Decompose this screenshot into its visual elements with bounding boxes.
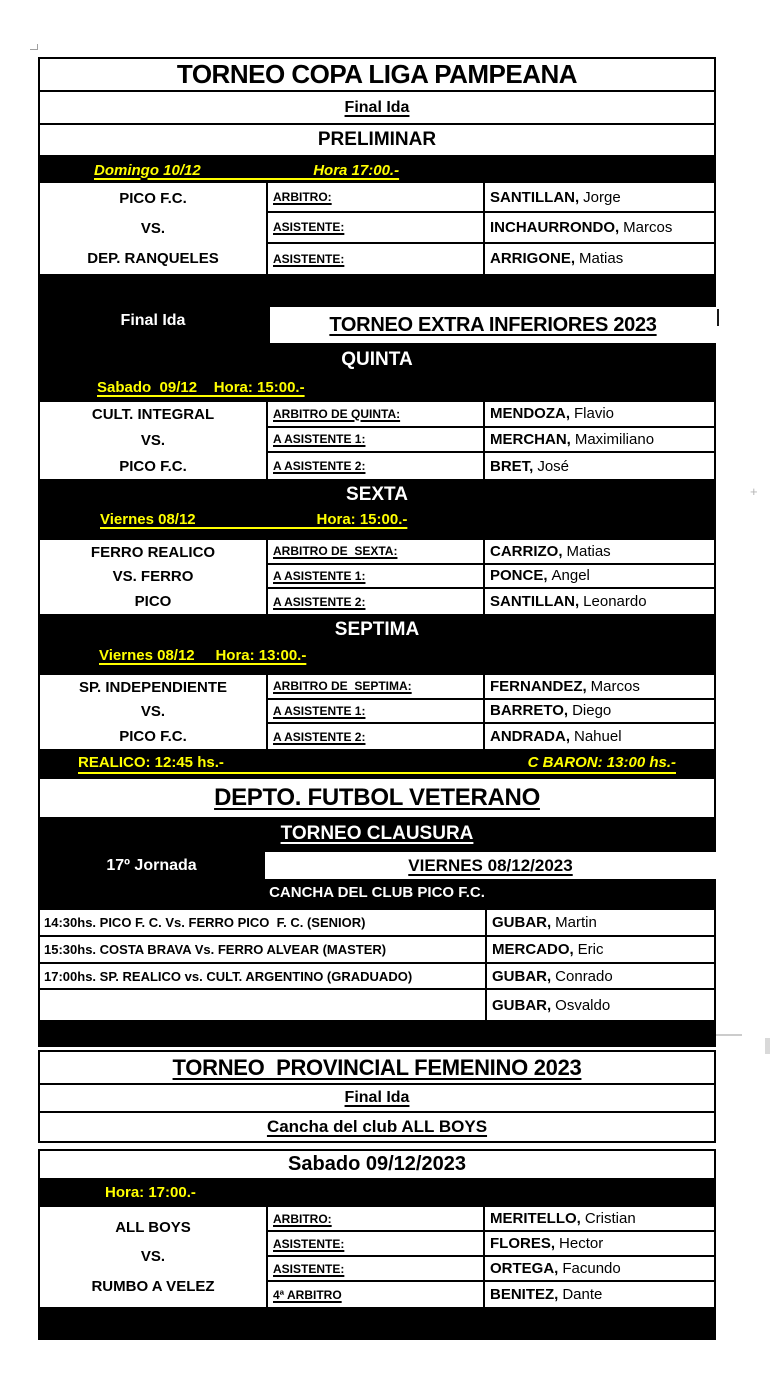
copa-name-cell <box>485 213 714 243</box>
copa-role-cell <box>268 183 483 213</box>
copa-role-arbitro: ARBITRO: <box>273 190 332 205</box>
official-firstname: Jorge <box>583 188 621 206</box>
femenino-roles-column <box>266 1207 483 1307</box>
sexta-role-arbitro: ARBITRO DE SEXTA: <box>273 544 398 559</box>
femenino-name-cell <box>485 1207 714 1232</box>
official-firstname: Nahuel <box>574 728 622 746</box>
copa-schedule: Domingo 10/12 Hora 17:00.- <box>94 161 400 179</box>
septima-schedule: Viernes 08/12 Hora: 13:00.- <box>99 647 307 664</box>
official-firstname: Conrado <box>555 967 613 985</box>
quinta-role-asistente-2: A ASISTENTE 2: <box>273 459 366 474</box>
copa-name-cell <box>485 183 714 213</box>
septima-teams-cell <box>40 675 266 749</box>
quinta-vs-label: VS. <box>140 431 166 449</box>
scrollbar-fragment <box>765 1038 770 1054</box>
inferiores-title-box <box>270 307 716 343</box>
veterano-match-row <box>40 910 714 937</box>
femenino-role-cuarto-arbitro: 4ª ARBITRO <box>273 1287 342 1302</box>
femenino-venue-row <box>40 1113 714 1141</box>
veterano-header <box>38 819 716 908</box>
quinta-role-cell <box>268 402 483 428</box>
official-surname: BARRETO, <box>490 702 569 720</box>
official-firstname: Eric <box>577 940 604 958</box>
match-referee <box>485 964 714 989</box>
septima-header <box>38 616 716 673</box>
femenino-role-cell <box>268 1207 483 1232</box>
kickoff-times-bar <box>38 751 716 777</box>
septima-table <box>38 673 716 751</box>
quinta-stage: QUINTA <box>341 349 413 370</box>
sexta-role-cell <box>268 540 483 565</box>
official-firstname: Hector <box>559 1235 604 1252</box>
copa-officials-grid <box>40 183 714 274</box>
septima-names-column <box>483 675 714 749</box>
femenino-team-home: ALL BOYS <box>115 1219 191 1237</box>
sexta-team-away: PICO <box>134 593 172 611</box>
match-description: 14:30hs. PICO F. C. Vs. FERRO PICO F. C. (SENIOR) <box>44 914 366 930</box>
veterano-date-box <box>265 852 716 879</box>
septima-role-asistente-1: A ASISTENTE 1: <box>273 703 366 718</box>
femenino-time: Hora: 17:00.- <box>105 1184 196 1201</box>
bottom-bar <box>38 1309 716 1340</box>
femenino-table <box>38 1205 716 1309</box>
quinta-table <box>38 400 716 481</box>
copa-role-cell <box>268 213 483 243</box>
septima-team-home: SP. INDEPENDIENTE <box>78 678 228 696</box>
copa-teams-cell <box>40 183 266 274</box>
copa-names-column <box>483 183 714 274</box>
official-surname: GUBAR, <box>492 913 552 931</box>
official-surname: CARRIZO, <box>490 542 563 560</box>
table-handle-icon <box>30 44 38 50</box>
official-surname: MENDOZA, <box>490 405 570 423</box>
official-surname: GUBAR, <box>492 996 552 1014</box>
official-firstname: Diego <box>572 702 612 720</box>
copa-schedule-bar <box>40 157 714 183</box>
femenino-role-asistente-2: ASISTENTE: <box>273 1261 345 1276</box>
official-surname: FLORES, <box>490 1235 556 1252</box>
copa-stage: PRELIMINAR <box>317 129 437 150</box>
sexta-name-cell <box>485 565 714 590</box>
official-firstname: Marcos <box>623 218 673 236</box>
official-firstname: Leonardo <box>583 593 647 611</box>
veterano-date: VIERNES 08/12/2023 <box>408 855 573 875</box>
quinta-role-asistente-1: A ASISTENTE 1: <box>273 432 366 447</box>
septima-name-cell <box>485 700 714 725</box>
septima-role-cell <box>268 724 483 749</box>
sexta-team-home: FERRO REALICO <box>90 543 216 561</box>
septima-vs-label: VS. <box>140 703 166 721</box>
copa-stage-row <box>40 125 714 157</box>
official-surname: MERITELLO, <box>490 1210 581 1227</box>
veterano-tournament: TORNEO CLAUSURA <box>280 823 474 844</box>
official-firstname: Osvaldo <box>555 996 611 1014</box>
femenino-role-cell <box>268 1232 483 1257</box>
official-firstname: Maximiliano <box>574 430 655 448</box>
veterano-title: DEPTO. FUTBOL VETERANO <box>214 784 540 811</box>
quinta-team-home: CULT. INTEGRAL <box>91 406 215 424</box>
copa-team-away: DEP. RANQUELES <box>87 250 219 268</box>
quinta-team-away: PICO F.C. <box>119 457 187 475</box>
copa-roles-column <box>266 183 483 274</box>
femenino-teams-cell <box>40 1207 266 1307</box>
quinta-name-cell <box>485 428 714 454</box>
quinta-names-column <box>483 402 714 479</box>
quinta-role-cell <box>268 453 483 479</box>
official-firstname: Flavio <box>574 405 615 423</box>
official-surname: BENITEZ, <box>490 1286 559 1303</box>
copa-role-cell <box>268 244 483 274</box>
sexta-vs-label: VS. FERRO <box>112 568 194 586</box>
official-surname: ANDRADA, <box>490 728 570 746</box>
copa-final-ida: Final Ida <box>344 98 410 116</box>
sexta-header <box>38 481 716 538</box>
official-surname: ARRIGONE, <box>490 250 576 268</box>
femenino-role-asistente-1: ASISTENTE: <box>273 1236 345 1251</box>
official-firstname: Martin <box>555 913 597 931</box>
separator-bar <box>38 1022 716 1047</box>
septima-role-cell <box>268 700 483 725</box>
quinta-teams-cell <box>40 402 266 479</box>
septima-name-cell <box>485 675 714 700</box>
femenino-role-cell <box>268 1257 483 1282</box>
match-description: 15:30hs. COSTA BRAVA Vs. FERRO ALVEAR (MASTER) <box>44 941 387 957</box>
veterano-match-row <box>40 990 714 1020</box>
femenino-date: Sabado 09/12/2023 <box>288 1153 466 1175</box>
femenino-header-table <box>38 1050 716 1143</box>
official-firstname: Facundo <box>562 1260 621 1277</box>
official-firstname: Matias <box>579 250 624 268</box>
copa-final-ida-row <box>40 92 714 125</box>
veterano-title-row <box>38 777 716 819</box>
plus-handle-icon: + <box>750 484 758 499</box>
femenino-date-row <box>38 1149 716 1180</box>
copa-vs-label: VS. <box>140 219 166 237</box>
official-firstname: Dante <box>562 1286 603 1303</box>
match-description: 17:00hs. SP. REALICO vs. CULT. ARGENTINO (GRADUADO) <box>44 968 413 984</box>
femenino-name-cell <box>485 1232 714 1257</box>
official-surname: MERCHAN, <box>490 430 571 448</box>
sexta-roles-column <box>266 540 483 614</box>
veterano-matches-table <box>38 908 716 1022</box>
official-surname: ORTEGA, <box>490 1260 559 1277</box>
official-firstname: Cristian <box>584 1210 636 1227</box>
veterano-match-row <box>40 964 714 991</box>
veterano-jornada: 17º Jornada <box>106 857 197 874</box>
sexta-table <box>38 538 716 616</box>
kickoff-times-line <box>78 754 676 774</box>
copa-title: TORNEO COPA LIGA PAMPEANA <box>176 59 578 89</box>
sexta-role-asistente-1: A ASISTENTE 1: <box>273 568 366 583</box>
septima-role-asistente-2: A ASISTENTE 2: <box>273 729 366 744</box>
copa-name-cell <box>485 244 714 274</box>
match-referee <box>485 910 714 935</box>
sexta-name-cell <box>485 589 714 614</box>
femenino-names-column <box>483 1207 714 1307</box>
sexta-stage: SEXTA <box>346 484 408 505</box>
femenino-team-away: RUMBO A VELEZ <box>91 1277 215 1295</box>
official-surname: SANTILLAN, <box>490 593 580 611</box>
sexta-schedule: Viernes 08/12 Hora: 15:00.- <box>100 511 408 528</box>
femenino-role-cell <box>268 1282 483 1307</box>
septima-name-cell <box>485 724 714 749</box>
copa-role-asistente-1: ASISTENTE: <box>273 220 345 235</box>
official-firstname: Matias <box>566 542 611 560</box>
copa-table <box>38 57 716 276</box>
kickoff-realico: REALICO: 12:45 hs.- <box>78 754 224 771</box>
official-surname: BRET, <box>490 457 534 475</box>
femenino-name-cell <box>485 1257 714 1282</box>
official-firstname: José <box>537 457 570 475</box>
femenino-title: TORNEO PROVINCIAL FEMENINO 2023 <box>172 1054 582 1080</box>
official-surname: PONCE, <box>490 567 548 585</box>
official-surname: GUBAR, <box>492 967 552 985</box>
femenino-title-row <box>40 1052 714 1085</box>
inferiores-title: TORNEO EXTRA INFERIORES 2023 <box>329 313 657 336</box>
match-referee <box>485 990 714 1020</box>
femenino-name-cell <box>485 1282 714 1307</box>
sexta-names-column <box>483 540 714 614</box>
sexta-role-cell <box>268 589 483 614</box>
femenino-vs-label: VS. <box>140 1248 166 1266</box>
official-surname: SANTILLAN, <box>490 188 580 206</box>
sexta-role-asistente-2: A ASISTENTE 2: <box>273 594 366 609</box>
official-surname: FERNANDEZ, <box>490 677 587 695</box>
septima-role-arbitro: ARBITRO DE SEPTIMA: <box>273 679 412 694</box>
septima-role-cell <box>268 675 483 700</box>
quinta-roles-column <box>266 402 483 479</box>
sexta-name-cell <box>485 540 714 565</box>
kickoff-cbaron: C BARON: 13:00 hs.- <box>527 754 676 771</box>
official-surname: MERCADO, <box>492 940 574 958</box>
border-artifact <box>717 309 719 326</box>
copa-team-home: PICO F.C. <box>119 189 187 207</box>
official-firstname: Marcos <box>590 677 640 695</box>
copa-role-asistente-2: ASISTENTE: <box>273 251 345 266</box>
quinta-name-cell <box>485 402 714 428</box>
femenino-role-arbitro: ARBITRO: <box>273 1211 332 1226</box>
femenino-final-ida: Final Ida <box>344 1089 410 1106</box>
inferiores-final-ida: Final Ida <box>120 312 186 329</box>
femenino-venue: Cancha del club ALL BOYS <box>266 1117 488 1136</box>
inferiores-header <box>38 276 716 400</box>
veterano-venue: CANCHA DEL CLUB PICO F.C. <box>269 884 485 901</box>
sexta-teams-cell <box>40 540 266 614</box>
official-surname: INCHAURRONDO, <box>490 218 620 236</box>
quinta-role-arbitro: ARBITRO DE QUINTA: <box>273 406 401 421</box>
copa-title-row <box>40 59 714 92</box>
match-referee <box>485 937 714 962</box>
septima-stage: SEPTIMA <box>334 619 420 640</box>
septima-team-away: PICO F.C. <box>119 728 187 746</box>
official-firstname: Angel <box>551 567 590 585</box>
quinta-role-cell <box>268 428 483 454</box>
sexta-role-cell <box>268 565 483 590</box>
quinta-schedule: Sabado 09/12 Hora: 15:00.- <box>97 379 305 396</box>
quinta-name-cell <box>485 453 714 479</box>
gridline-artifact <box>716 1034 742 1036</box>
femenino-final-ida-row <box>40 1085 714 1113</box>
septima-roles-column <box>266 675 483 749</box>
match-description <box>40 990 485 1020</box>
veterano-tournament-wrap <box>38 823 716 845</box>
veterano-match-row <box>40 937 714 964</box>
femenino-time-bar <box>38 1180 716 1205</box>
